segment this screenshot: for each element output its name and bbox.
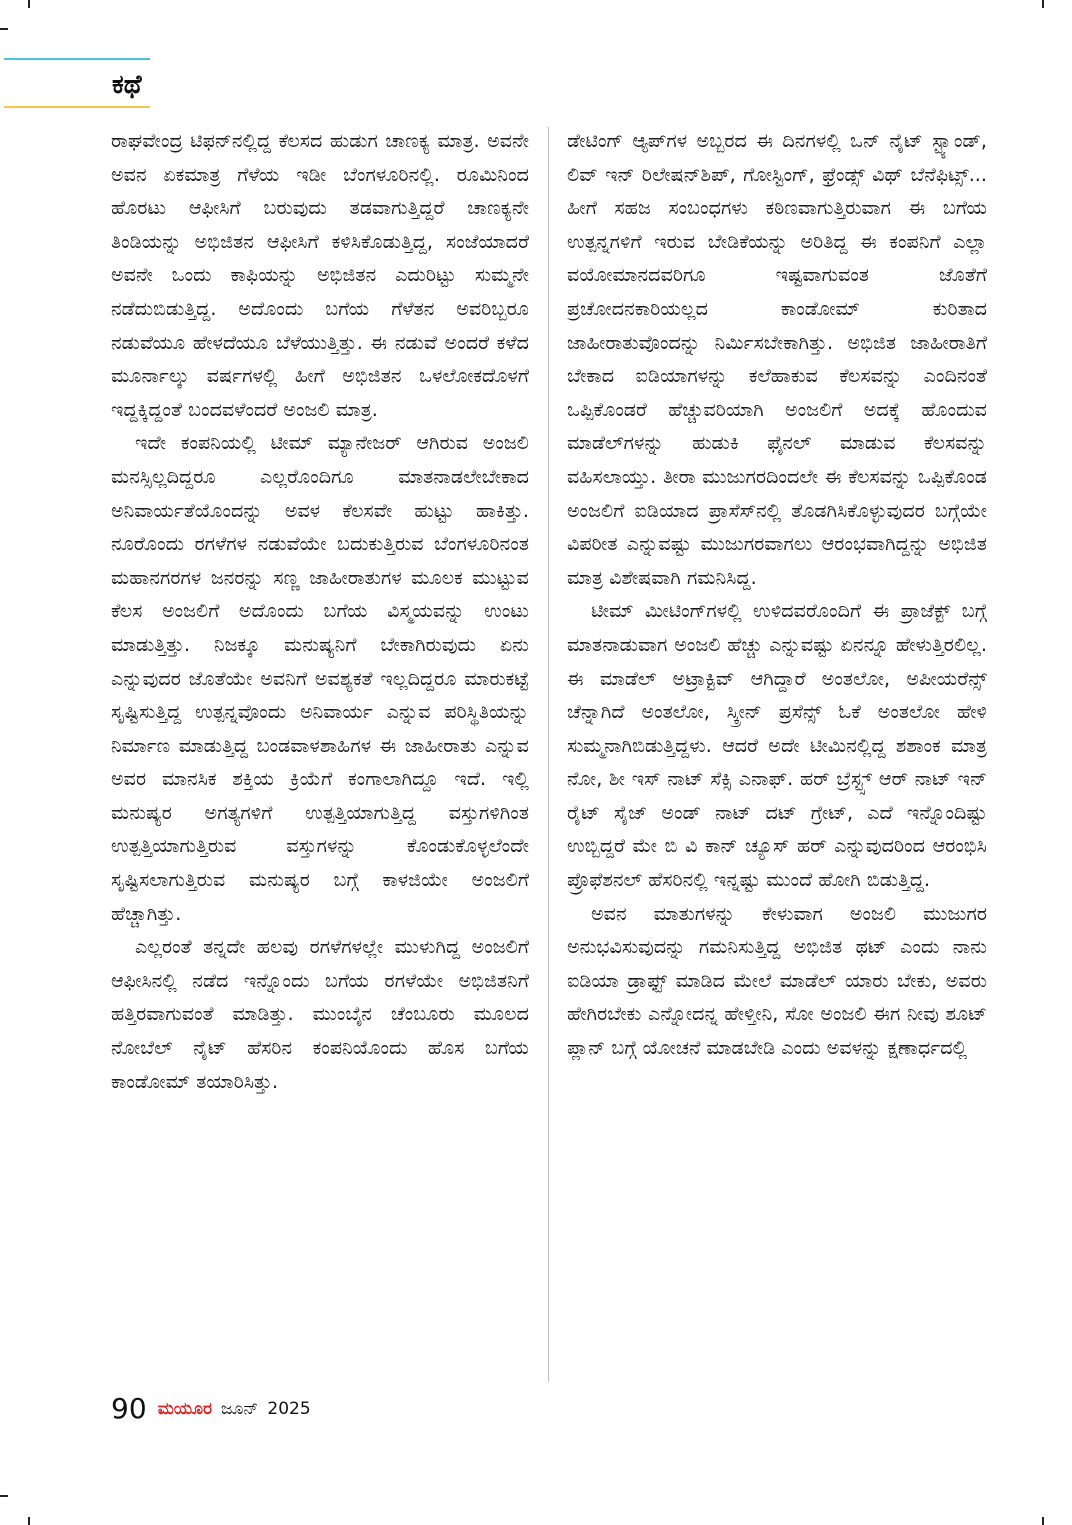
paragraph: ಡೇಟಿಂಗ್ ಆ್ಯಪ್‌ಗಳ ಅಬ್ಬರದ ಈ ದಿನಗಳಲ್ಲಿ ಒನ್ ನೈಟ್ ಸ್ಟ್ಯಾಂಡ್, ಲಿವ್ ಇನ್ ರಿಲೇಷನ್‌ಶಿಪ್, ಗೋಸ್ಟಿಂಗ್, ಫ್ರೆಂಡ್ಸ್ ವಿಥ್ ಬೆನೆಫಿಟ್ಸ್... ಹೀಗೆ ಸಹಜ ಸಂಬಂಧಗಳು ಕಠಿಣವಾಗುತ್ತಿರುವಾಗ ಈ ಬಗೆಯ ಉತ್ಪನ್ನಗಳಿಗೆ ಇರುವ ಬೇಡಿಕೆಯನ್ನು ಅರಿತಿದ್ದ ಈ ಕಂಪನಿಗೆ ಎಲ್ಲಾ ವಯೋಮಾನದವರಿಗೂ ಇಷ್ಟವಾಗುವಂತ ಜೊತೆಗೆ ಪ್ರಚೋದನಕಾರಿಯಲ್ಲದ ಕಾಂಡೋಮ್ ಕುರಿತಾದ ಜಾಹೀರಾತುವೊಂದನ್ನು ನಿರ್ಮಿಸಬೇಕಾಗಿತ್ತು. ಅಭಿಜಿತ ಜಾಹೀರಾತಿಗೆ ಬೇಕಾದ ಐಡಿಯಾಗಳನ್ನು ಕಲೆಹಾಕುವ ಕೆಲಸವನ್ನು ಎಂದಿನಂತೆ ಒಪ್ಪಿಕೊಂಡರೆ ಹೆಚ್ಚುವರಿಯಾಗಿ ಅಂಜಲಿಗೆ ಅದಕ್ಕೆ ಹೊಂದುವ ಮಾಡೆಲ್‌ಗಳನ್ನು ಹುಡುಕಿ ಫೈನಲ್ ಮಾಡುವ ಕೆಲಸವನ್ನು ವಹಿಸಲಾಯ್ತು. ತೀರಾ ಮುಜುಗರದಿಂದಲೇ ಈ ಕೆಲಸವನ್ನು ಒಪ್ಪಿಕೊಂಡ ಅಂಜಲಿಗೆ ಐಡಿಯಾದ ಪ್ರಾಸೆಸ್‌ನಲ್ಲಿ ತೊಡಗಿಸಿಕೊಳ್ಳುವುದರ ಬಗ್ಗೆಯೇ ವಿಪರೀತ ಎನ್ನುವಷ್ಟು ಮುಜುಗರವಾಗಲು ಆರಂಭವಾಗಿದ್ದನ್ನು ಅಭಿಜಿತ ಮಾತ್ರ ವಿಶೇಷವಾಗಿ ಗಮನಿಸಿದ್ದ. xyxy=(567,129,987,589)
page-number: 90 xyxy=(111,1392,147,1425)
article-column-left xyxy=(111,124,529,1386)
section-header xyxy=(0,58,150,110)
section-title: ಕಥೆ xyxy=(112,70,142,100)
paragraph: ರಾಘವೇಂದ್ರ ಟಿಫನ್‌ನಲ್ಲಿದ್ದ ಕೆಲಸದ ಹುಡುಗ ಚಾಣಕ್ಯ ಮಾತ್ರ. ಅವನೇ ಅವನ ಏಕಮಾತ್ರ ಗೆಳೆಯ ಇಡೀ ಬೆಂಗಳೂರಿನಲ್ಲಿ. ರೂಮಿನಿಂದ ಹೊರಟು ಆಫೀಸಿಗೆ ಬರುವುದು ತಡವಾಗುತ್ತಿದ್ದರೆ ಚಾಣಕ್ಯನೇ ತಿಂಡಿಯನ್ನು ಅಭಿಜಿತನ ಆಫೀಸಿಗೆ ಕಳಿಸಿಕೊಡುತ್ತಿದ್ದ, ಸಂಜೆಯಾದರೆ ಅವನೇ ಒಂದು ಕಾಫಿಯನ್ನು ಅಭಿಜಿತನ ಎದುರಿಟ್ಟು ಸುಮ್ಮನೇ ನಡೆದುಬಿಡುತ್ತಿದ್ದ. ಅದೊಂದು ಬಗೆಯ ಗೆಳೆತನ ಅವರಿಬ್ಬರೂ ನಡುವೆಯೂ ಹೇಳದೆಯೂ ಬೆಳೆಯುತ್ತಿತ್ತು. ಈ ನಡುವೆ ಅಂದರೆ ಕಳೆದ ಮೂರ್ನಾಲ್ಕು ವರ್ಷಗಳಲ್ಲಿ ಹೀಗೆ ಅಭಿಜಿತನ ಒಳಲೋಕದೊಳಗೆ ಇದ್ದಕ್ಕಿದ್ದಂತೆ ಬಂದವಳೆಂದರೆ ಅಂಜಲಿ ಮಾತ್ರ. xyxy=(111,129,529,421)
issue-year: 2025 xyxy=(267,1398,311,1419)
crop-mark-left-lower xyxy=(0,1495,8,1497)
crop-mark-top-right xyxy=(1042,0,1044,8)
crop-mark-bottom-left xyxy=(28,1517,30,1525)
crop-mark-top-left xyxy=(28,0,30,8)
paragraph: ಇದೇ ಕಂಪನಿಯಲ್ಲಿ ಟೀಮ್ ಮ್ಯಾನೇಜರ್ ಆಗಿರುವ ಅಂಜಲಿ ಮನಸ್ಸಿಲ್ಲದಿದ್ದರೂ ಎಲ್ಲರೊಂದಿಗೂ ಮಾತನಾಡಲೇಬೇಕಾದ ಅನಿವಾರ್ಯತೆಯೊಂದನ್ನು ಅವಳ ಕೆಲಸವೇ ಹುಟ್ಟು ಹಾಕಿತ್ತು. ನೂರೊಂದು ರಗಳೆಗಳ ನಡುವೆಯೇ ಬದುಕುತ್ತಿರುವ ಬೆಂಗಳೂರಿನಂತ ಮಹಾನಗರಗಳ ಜನರನ್ನು ಸಣ್ಣ ಜಾಹೀರಾತುಗಳ ಮೂಲಕ ಮುಟ್ಟುವ ಕೆಲಸ ಅಂಜಲಿಗೆ ಅದೊಂದು ಬಗೆಯ ವಿಸ್ಮಯವನ್ನು ಉಂಟು ಮಾಡುತ್ತಿತ್ತು. ನಿಜಕ್ಕೂ ಮನುಷ್ಯನಿಗೆ ಬೇಕಾಗಿರುವುದು ಏನು ಎನ್ನುವುದರ ಜೊತೆಯೇ ಅವನಿಗೆ ಅವಶ್ಯಕತೆ ಇಲ್ಲದಿದ್ದರೂ ಮಾರುಕಟ್ಟೆ ಸೃಷ್ಟಿಸುತ್ತಿದ್ದ ಉತ್ಪನ್ನವೊಂದು ಅನಿವಾರ್ಯ ಎನ್ನುವ ಪರಿಸ್ಥಿತಿಯನ್ನು ನಿರ್ಮಾಣ ಮಾಡುತ್ತಿದ್ದ ಬಂಡವಾಳಶಾಹಿಗಳ ಈ ಜಾಹೀರಾತು ಎನ್ನುವ ಅವರ ಮಾನಸಿಕ ಶಕ್ತಿಯ ಕ್ರಿಯೆಗೆ ಕಂಗಾಲಾಗಿದ್ದೂ ಇದೆ. ಇಲ್ಲಿ ಮನುಷ್ಯರ ಅಗತ್ಯಗಳಿಗೆ ಉತ್ಪತ್ತಿಯಾಗುತ್ತಿದ್ದ ವಸ್ತುಗಳಿಗಿಂತ ಉತ್ಪತ್ತಿಯಾಗುತ್ತಿರುವ ವಸ್ತುಗಳನ್ನು ಕೊಂಡುಕೊಳ್ಳಲೆಂದೇ ಸೃಷ್ಟಿಸಲಾಗುತ್ತಿರುವ ಮನುಷ್ಯರ ಬಗ್ಗೆ ಕಾಳಜಿಯೇ ಅಂಜಲಿಗೆ ಹೆಚ್ಚಾಗಿತ್ತು. xyxy=(111,431,529,925)
crop-mark-left-upper xyxy=(0,28,8,30)
paragraph: ಟೀಮ್ ಮೀಟಿಂಗ್‌ಗಳಲ್ಲಿ ಉಳಿದವರೊಂದಿಗೆ ಈ ಪ್ರಾಜೆಕ್ಟ್ ಬಗ್ಗೆ ಮಾತನಾಡುವಾಗ ಅಂಜಲಿ ಹೆಚ್ಚು ಎನ್ನುವಷ್ಟು ಏನನ್ನೂ ಹೇಳುತ್ತಿರಲಿಲ್ಲ. ಈ ಮಾಡೆಲ್ ಅಟ್ರಾಕ್ಟಿವ್ ಆಗಿದ್ದಾರೆ ಅಂತಲೋ, ಅಪೀಯರೆನ್ಸ್ ಚೆನ್ನಾಗಿದೆ ಅಂತಲೋ, ಸ್ಕ್ರೀನ್ ಪ್ರಸೆನ್ಸ್ ಓಕೆ ಅಂತಲೋ ಹೇಳಿ ಸುಮ್ಮನಾಗಿಬಿಡುತ್ತಿದ್ದಳು. ಆದರೆ ಅದೇ ಟೀಮಿನಲ್ಲಿದ್ದ ಶಶಾಂಕ ಮಾತ್ರ ನೋ, ಶೀ ಇಸ್ ನಾಟ್ ಸೆಕ್ಸಿ ಎನಾಫ್. ಹರ್ ಬ್ರೆಸ್ಟ್ಸ್ ಆರ್ ನಾಟ್ ಇನ್ ರೈಟ್ ಸೈಜ್ ಅಂಡ್ ನಾಟ್ ದಟ್ ಗ್ರೇಟ್, ಎದೆ ಇನ್ನೊಂದಿಷ್ಟು ಉಬ್ಬಿದ್ದರೆ ಮೇ ಬಿ ವಿ ಕಾನ್ ಚ್ಯೂಸ್ ಹರ್ ಎನ್ನುವುದರಿಂದ ಆರಂಭಿಸಿ ಪ್ರೊಫೆಶನಲ್ ಹೆಸರಿನಲ್ಲಿ ಇನ್ನಷ್ಟು ಮುಂದೆ ಹೋಗಿ ಬಿಡುತ್ತಿದ್ದ. xyxy=(567,599,987,892)
page-footer xyxy=(111,1392,311,1432)
header-rule-top xyxy=(4,58,150,60)
crop-mark-bottom-right xyxy=(1042,1517,1044,1525)
header-rule-bottom xyxy=(4,106,150,108)
article-column-right xyxy=(567,124,987,1386)
issue-month: ಜೂನ್ xyxy=(221,1398,259,1419)
paragraph: ಅವನ ಮಾತುಗಳನ್ನು ಕೇಳುವಾಗ ಅಂಜಲಿ ಮುಜುಗರ ಅನುಭವಿಸುವುದನ್ನು ಗಮನಿಸುತ್ತಿದ್ದ ಅಭಿಜಿತ ಥಟ್ ಎಂದು ನಾನು ಐಡಿಯಾ ಡ್ರಾಫ್ಟ್ ಮಾಡಿದ ಮೇಲೆ ಮಾಡೆಲ್ ಯಾರು ಬೇಕು, ಅವರು ಹೇಗಿರಬೇಕು ಎನ್ನೋದನ್ನ ಹೇಳ್ತೀನಿ, ಸೋ ಅಂಜಲಿ ಈಗ ನೀವು ಶೂಟ್ ಪ್ಲಾನ್ ಬಗ್ಗೆ ಯೋಚನೆ ಮಾಡಬೇಡಿ ಎಂದು ಅವಳನ್ನು ಕ್ಷಣಾರ್ಧದಲ್ಲಿ xyxy=(567,901,987,1060)
column-divider xyxy=(548,127,549,1382)
paragraph: ಎಲ್ಲರಂತೆ ತನ್ನದೇ ಹಲವು ರಗಳೆಗಳಲ್ಲೇ ಮುಳುಗಿದ್ದ ಅಂಜಲಿಗೆ ಆಫೀಸಿನಲ್ಲಿ ನಡೆದ ಇನ್ನೊಂದು ಬಗೆಯ ರಗಳೆಯೇ ಅಭಿಜಿತನಿಗೆ ಹತ್ತಿರವಾಗುವಂತೆ ಮಾಡಿತ್ತು. ಮುಂಬೈನ ಚೆಂಬೂರು ಮೂಲದ ನೋಬೆಲ್ ನೈಟ್ ಹೆಸರಿನ ಕಂಪನಿಯೊಂದು ಹೊಸ ಬಗೆಯ ಕಾಂಡೋಮ್ ತಯಾರಿಸಿತ್ತು. xyxy=(111,935,529,1093)
magazine-name: ಮಯೂರ xyxy=(157,1398,212,1419)
